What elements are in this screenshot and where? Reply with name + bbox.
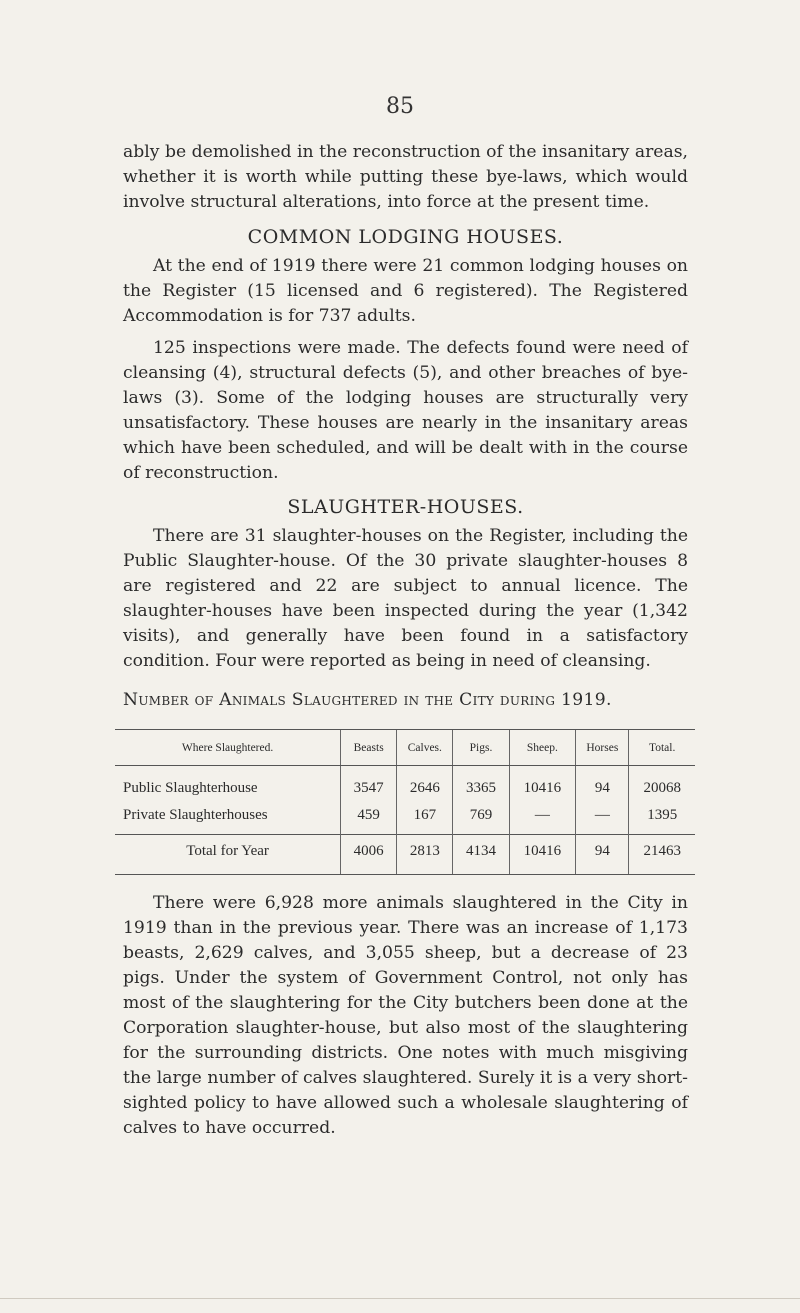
table-row (115, 802, 695, 835)
closing-paragraph: There were 6,928 more animals slaughtered in the City in 1919 than in the previous year. There was an increase of 1,173 beasts, 2,629 calves, and 3,055 sheep, but a decrease of 23 pigs. Under the system of Government Control, not only has most of the slaughtering for the City butchers been done at the Corporation slaughter-house, but also most of the slaughtering for the surrounding districts. One notes with much misgiving the large number of calves slaughtered. Surely it is a very short-sighted policy to have allowed such a wholesale slaughtering of calves to have occurred. (123, 893, 688, 1138)
cell-beasts: 3547 (341, 766, 397, 803)
cell-total: 20068 (629, 766, 695, 803)
cell-calves: 2646 (397, 766, 453, 803)
total-grand: 21463 (629, 835, 695, 875)
cell-sheep: 10416 (509, 766, 576, 803)
cell-sheep: — (509, 802, 576, 835)
cell-calves: 167 (397, 802, 453, 835)
lodging-houses-heading: COMMON LODGING HOUSES. (247, 226, 564, 248)
lodging-paragraph-2: 125 inspections were made. The defects found were need of cleansing (4), structural defects (5), and other breaches of bye-laws (3). Some of the lodging houses are structurally very unsatisfactory. These houses are nearly in the insanitary areas which have been scheduled, and will be dealt with in the course of reconstruction. (123, 338, 688, 483)
cell-pigs: 769 (453, 802, 509, 835)
header-beasts: Beasts (341, 730, 397, 766)
cell-total: 1395 (629, 802, 695, 835)
cell-horses: — (576, 802, 629, 835)
table-title: Number of Animals Slaughtered in the City during 1919. (123, 690, 612, 710)
cell-horses: 94 (576, 766, 629, 803)
cell-beasts: 459 (341, 802, 397, 835)
cell-pigs: 3365 (453, 766, 509, 803)
total-beasts: 4006 (341, 835, 397, 875)
page-number: 85 (386, 94, 414, 119)
page-edge-divider (0, 1298, 800, 1299)
intro-paragraph: ably be demolished in the reconstruction of the insanitary areas, whether it is worth while putting these bye-laws, which would involve structural alterations, into force at the present time. (123, 142, 688, 212)
header-calves: Calves. (397, 730, 453, 766)
table-total-row (115, 835, 695, 875)
slaughter-paragraph: There are 31 slaughter-houses on the Register, including the Public Slaughter-house. Of the 30 private slaughter-houses 8 are registered and 22 are subject to annual licence. The slaughter-houses have been inspected during the year (1,342 visits), and generally have been found in a satisfactory condition. Four were reported as being in need of cleansing. (123, 526, 688, 671)
total-calves: 2813 (397, 835, 453, 875)
row-label: Public Slaughterhouse (123, 780, 258, 796)
header-pigs: Pigs. (453, 730, 509, 766)
animals-slaughtered-table (115, 729, 695, 875)
total-label: Total for Year (115, 835, 341, 875)
header-sheep: Sheep. (509, 730, 576, 766)
table-header-row (115, 730, 695, 766)
header-horses: Horses (576, 730, 629, 766)
header-where: Where Slaughtered. (115, 730, 341, 766)
total-pigs: 4134 (453, 835, 509, 875)
total-horses: 94 (576, 835, 629, 875)
page-body (123, 140, 688, 1141)
table-row (115, 766, 695, 803)
total-sheep: 10416 (509, 835, 576, 875)
slaughter-houses-heading: SLAUGHTER-HOUSES. (287, 496, 524, 518)
row-label: Private Slaughterhouses (123, 807, 268, 823)
header-total: Total. (629, 730, 695, 766)
lodging-paragraph-1: At the end of 1919 there were 21 common lodging houses on the Register (15 licensed and 6 registered). The Registered Accommodation is for 737 adults. (123, 256, 688, 326)
